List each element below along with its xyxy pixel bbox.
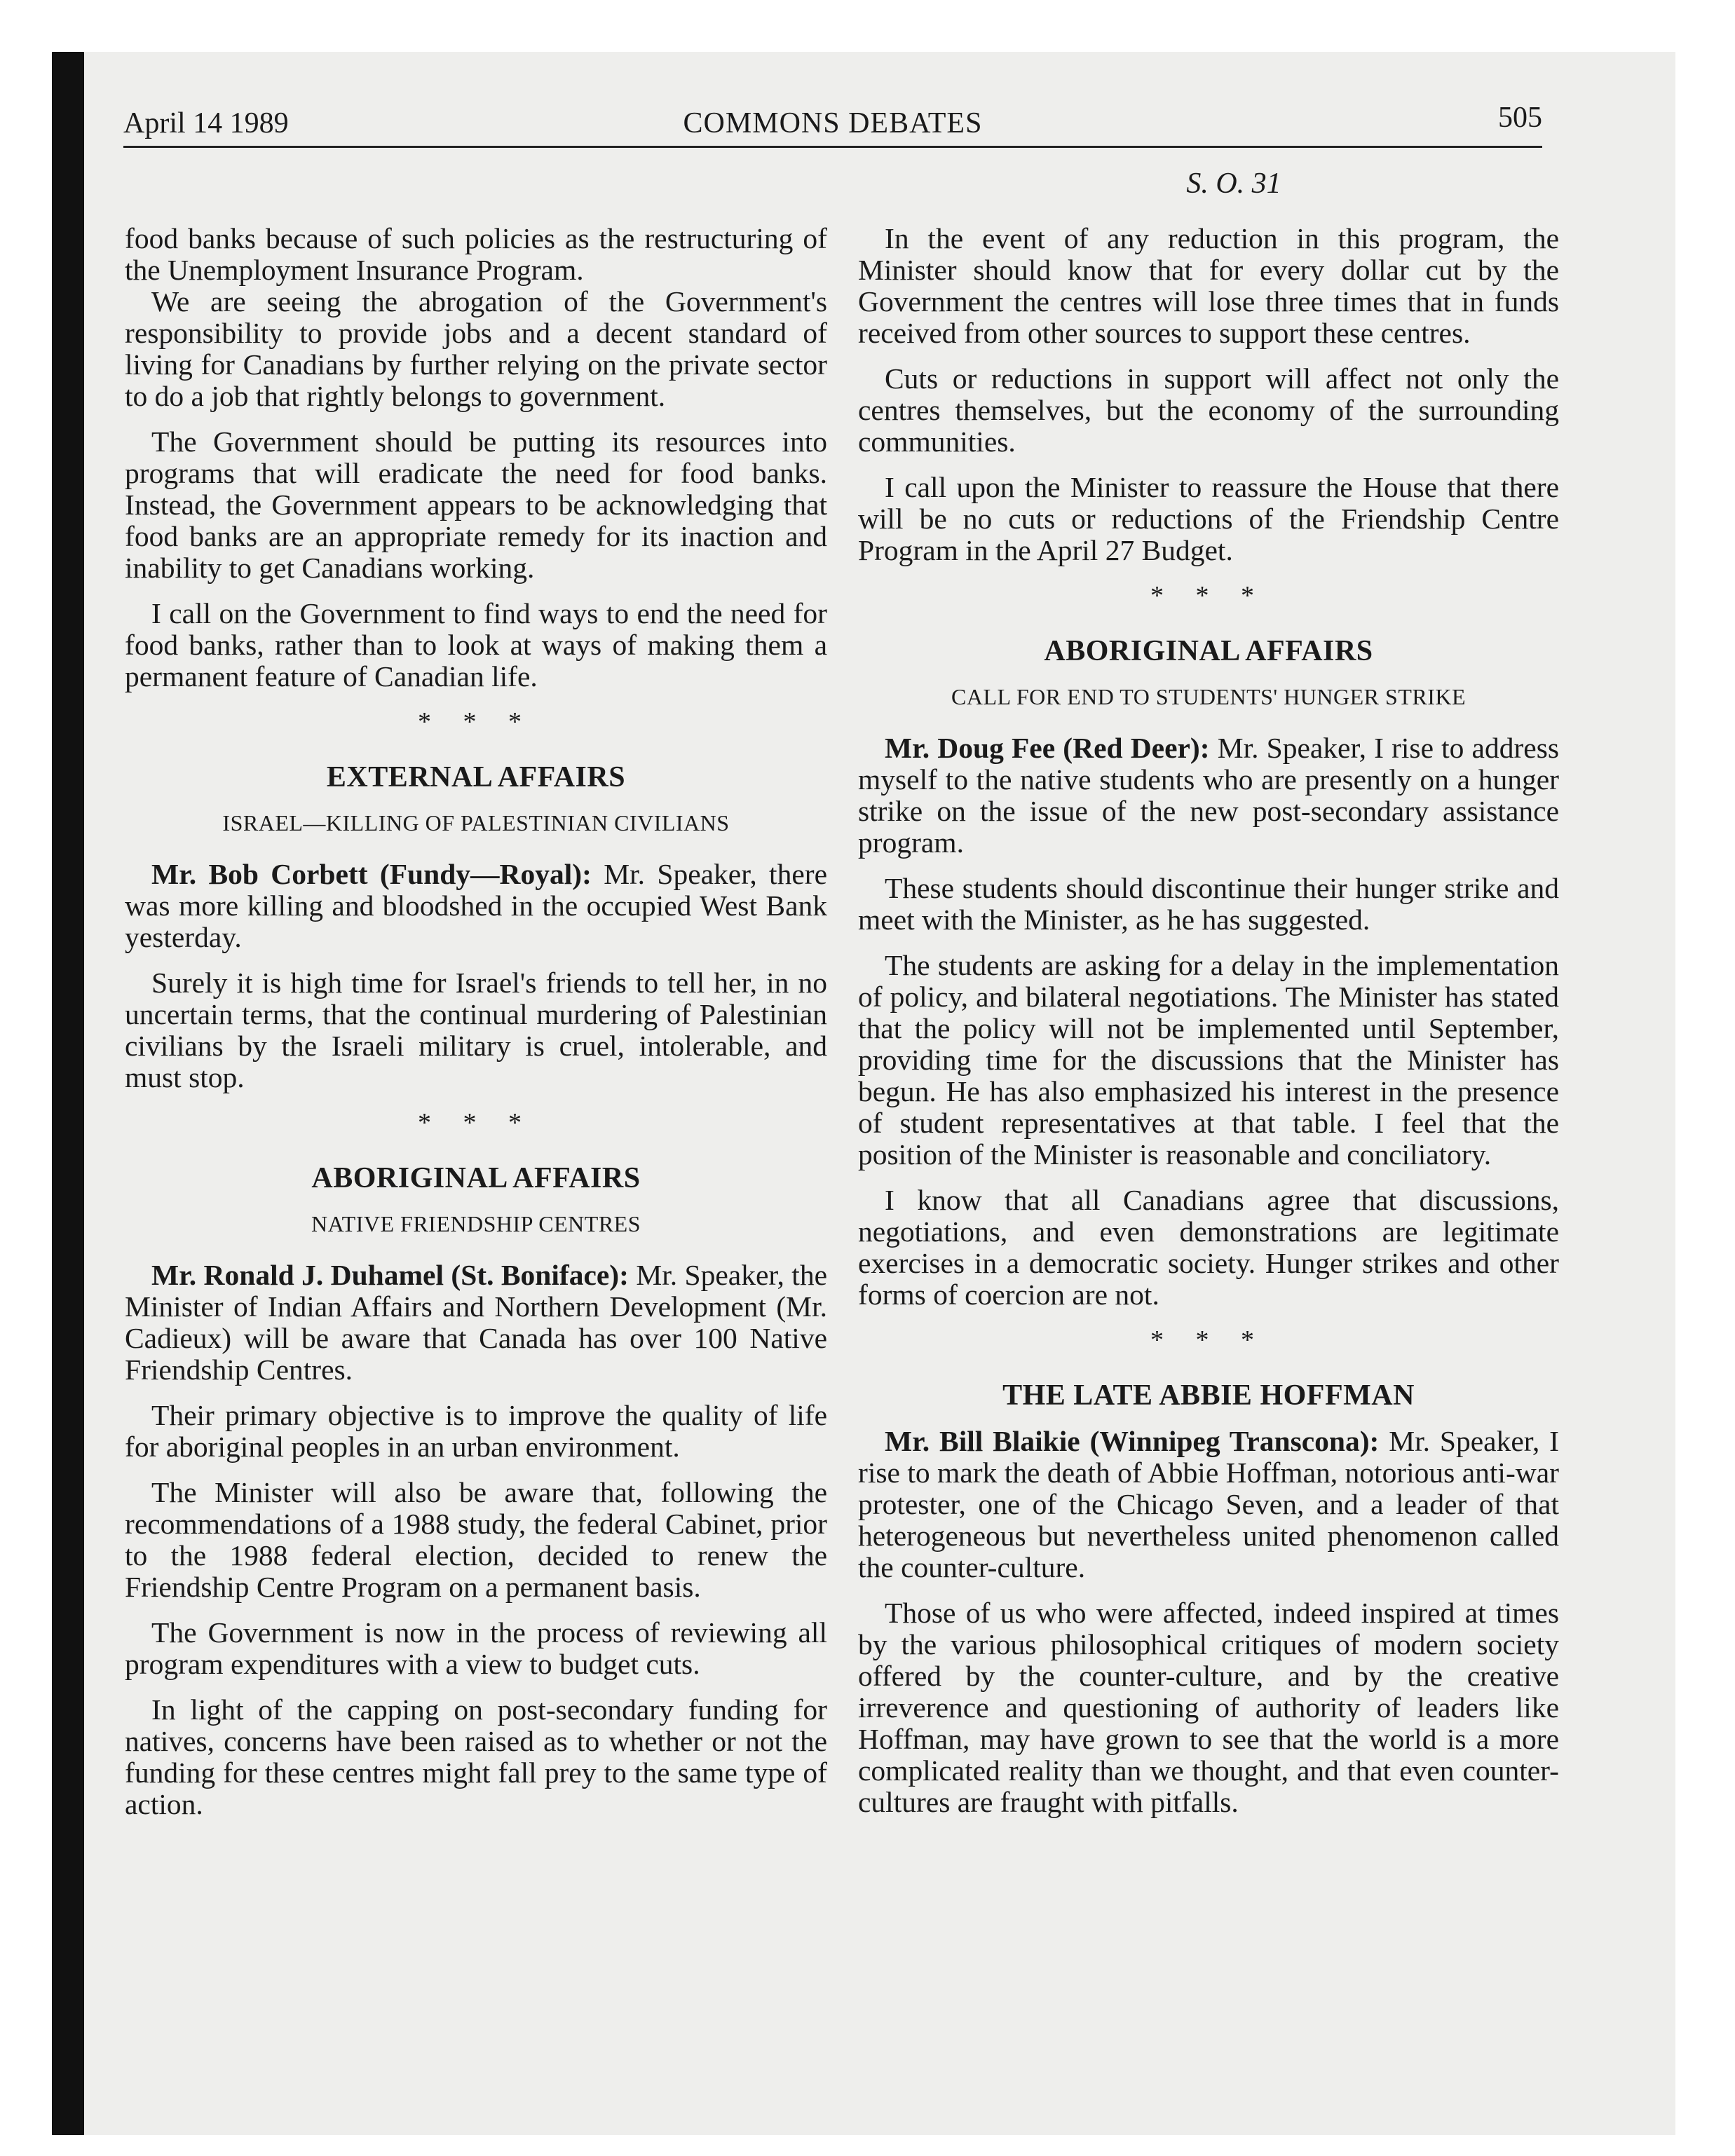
paragraph: I call on the Government to find ways to end the need for food banks, rather than to look at ways of making them a permanent feature of Canadian life. — [125, 597, 827, 692]
subsection-heading: NATIVE FRIENDSHIP CENTRES — [311, 1211, 641, 1236]
left-column — [125, 223, 827, 1834]
speaker-name: Mr. Ronald J. Duhamel (St. Boniface): — [151, 1259, 629, 1291]
section-heading: ABORIGINAL AFFAIRS — [311, 1162, 641, 1194]
paragraph: The Minister will also be aware that, following the recommendations of a 1988 study, the federal Cabinet, prior to the 1988 federal election, decided to renew the Friendship Centre Program on a permanent basis. — [125, 1476, 827, 1603]
section-heading: ABORIGINAL AFFAIRS — [1044, 635, 1373, 667]
speaker-name: Mr. Bob Corbett (Fundy—Royal): — [151, 858, 592, 890]
speaker-name: Mr. Doug Fee (Red Deer): — [885, 732, 1210, 764]
section-separator: * * * — [418, 1108, 534, 1138]
page-number: 505 — [1498, 102, 1542, 134]
paragraph: Cuts or reductions in support will affect not only the centres themselves, but the economy of the surrounding communities. — [858, 362, 1559, 458]
header-date: April 14 1989 — [123, 107, 289, 139]
statement-text: Mr. Speaker, I rise to mark the death of Abbie Hoffman, notorious anti-war protester, one of the Chicago Seven, and a leader of that heterogeneous but nevertheless united phenomenon called the counter-culture. — [858, 1425, 1559, 1583]
section-heading: EXTERNAL AFFAIRS — [326, 761, 626, 793]
paragraph: In light of the capping on post-secondary funding for natives, concerns have been raised as to whether or not the funding for these centres might fall prey to the same type of action. — [125, 1693, 827, 1820]
paragraph: Their primary objective is to improve the quality of life for aboriginal peoples in an urban environment. — [125, 1399, 827, 1463]
statement-text: Mr. Speaker, I rise to address myself to the native students who are presently on a hunger strike on the issue of the new post-secondary assistance program. — [858, 732, 1559, 859]
paragraph — [125, 1260, 827, 1386]
statement-text: Mr. Speaker, there was more killing and bloodshed in the occupied West Bank yesterday. — [125, 858, 827, 953]
paragraph: In the event of any reduction in this program, the Minister should know that for every dollar cut by the Government the centres will lose three times that in funds received from other sources to support these centres. — [858, 222, 1559, 349]
header-title: COMMONS DEBATES — [683, 107, 983, 139]
section-heading: THE LATE ABBIE HOFFMAN — [1002, 1379, 1415, 1412]
paragraph: The students are asking for a delay in the implementation of policy, and bilateral negotiations. The Minister has stated that the policy will not be implemented until September, providing time for the discussions that the Minister has begun. He has also emphasized his interest in the presence of student representatives at that table. I feel that the position of the Minister is reasonable and conciliatory. — [858, 949, 1559, 1171]
paragraph: These students should discontinue their hunger strike and meet with the Minister, as he has suggested. — [858, 872, 1559, 936]
paragraph: The Government should be putting its resources into programs that will eradicate the need for food banks. Instead, the Government appears to be acknowledging that food banks are an appropriate remedy for its inaction and inability to get Canadians working. — [125, 425, 827, 584]
paragraph — [125, 859, 827, 953]
right-column — [858, 223, 1559, 1832]
subsection-heading: ISRAEL—KILLING OF PALESTINIAN CIVILIANS — [222, 810, 730, 835]
speaker-name: Mr. Bill Blaikie (Winnipeg Transcona): — [885, 1425, 1380, 1457]
paragraph: I call upon the Minister to reassure the House that there will be no cuts or reductions of the Friendship Centre Program in the April 27 Budget. — [858, 471, 1559, 566]
paragraph — [858, 1426, 1559, 1583]
subsection-heading: CALL FOR END TO STUDENTS' HUNGER STRIKE — [951, 684, 1467, 709]
section-separator: * * * — [1150, 581, 1267, 610]
standing-order-mark: S. O. 31 — [1186, 168, 1281, 200]
paragraph: The Government is now in the process of reviewing all program expenditures with a view to budget cuts. — [125, 1616, 827, 1680]
paragraph — [858, 732, 1559, 859]
statement-text: Mr. Speaker, the Minister of Indian Affairs and Northern Development (Mr. Cadieux) will be aware that Canada has over 100 Native Friendship Centres. — [125, 1259, 827, 1386]
paragraph: food banks because of such policies as the restructuring of the Unemployment Insurance Program. — [125, 222, 827, 286]
paragraph: Surely it is high time for Israel's friends to tell her, in no uncertain terms, that the continual murdering of Palestinian civilians by the Israeli military is cruel, intolerable, and must stop. — [125, 967, 827, 1093]
paragraph: We are seeing the abrogation of the Government's responsibility to provide jobs and a decent standard of living for Canadians by further relying on the private sector to do a job that rightly belongs to government. — [125, 285, 827, 412]
paragraph: I know that all Canadians agree that discussions, negotiations, and even demonstrations are legitimate exercises in a democratic society. Hunger strikes and other forms of coercion are not. — [858, 1184, 1559, 1311]
paragraph: Those of us who were affected, indeed inspired at times by the various philosophical critiques of modern society offered by the counter-culture, and by the creative irreverence and questioning of authority of leaders like Hoffman, may have grown to see that the world is a more complicated reality than we thought, and that even counter-cultures are fraught with pitfalls. — [858, 1597, 1559, 1818]
binding-edge — [52, 52, 84, 2135]
page-header — [123, 94, 1542, 148]
section-separator: * * * — [1150, 1325, 1267, 1355]
section-separator: * * * — [418, 707, 534, 737]
